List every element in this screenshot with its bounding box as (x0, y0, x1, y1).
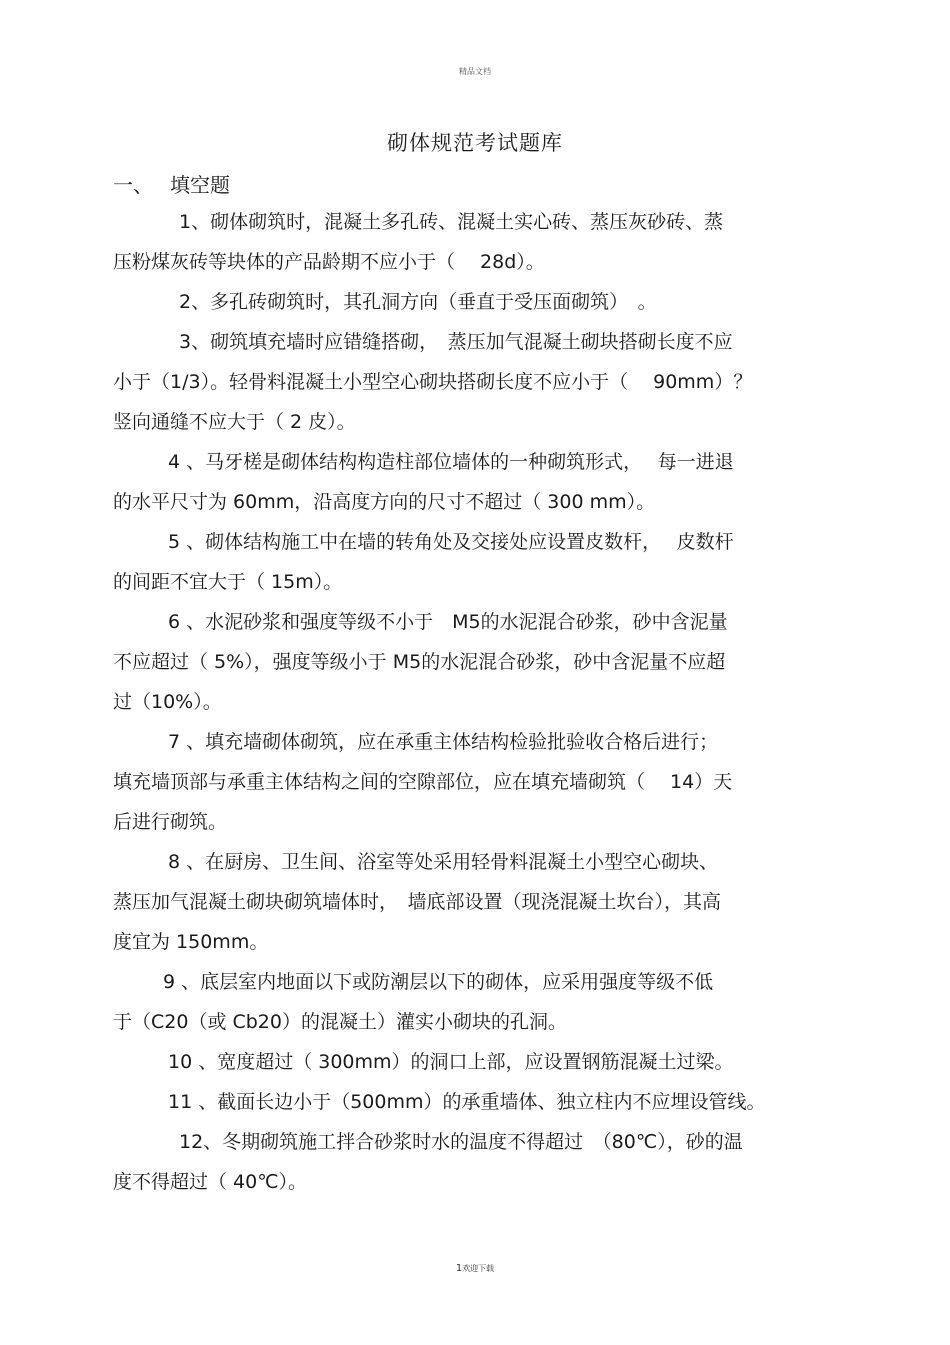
question-7-line-1: 7 、填充墙砌体砌筑，应在承重主体结构检验批验收合格后进行； (168, 731, 719, 753)
question-4-line-1: 4 、马牙槎是砌体结构构造柱部位墙体的一种砌筑形式， 每一进退 (168, 451, 734, 473)
question-3-line-2: 小于（1/3）。轻骨料混凝土小型空心砌块搭砌长度不应小于（ 90mm）？ (113, 371, 753, 393)
document-title: 砌体规范考试题库 (387, 131, 563, 155)
question-9-line-1: 9 、底层室内地面以下或防潮层以下的砌体，应采用强度等级不低 (163, 971, 714, 993)
page-number: 1 (455, 1263, 463, 1274)
question-7-line-2: 填充墙顶部与承重主体结构之间的空隙部位，应在填充墙砌筑（ 14）天 (113, 771, 733, 793)
question-8-line-2: 蒸压加气混凝土砌块砌筑墙体时， 墙底部设置（现浇混凝土坎台），其高 (113, 891, 722, 913)
question-3-line-1: 3、砌筑填充墙时应错缝搭砌， 蒸压加气混凝土砌块搭砌长度不应 (179, 331, 733, 353)
question-11-line-1: 11 、截面长边小于（500mm）的承重墙体、独立柱内不应埋设管线。 (168, 1091, 766, 1113)
section-heading (113, 169, 230, 198)
footer-text: 欢迎下载 (462, 1264, 495, 1273)
question-12-line-2: 度不得超过（ 40℃）。 (113, 1171, 308, 1193)
question-2-line-1: 2、多孔砖砌筑时，其孔洞方向（垂直于受压面砌筑） 。 (179, 291, 657, 313)
question-5-line-1: 5 、砌体结构施工中在墙的转角处及交接处应设置皮数杆， 皮数杆 (168, 531, 734, 553)
section-label: 填空题 (170, 173, 230, 197)
header-watermark: 精品文档 (459, 67, 491, 76)
question-1-line-1: 1、砌体砌筑时，混凝土多孔砖、混凝土实心砖、蒸压灰砂砖、蒸 (179, 211, 724, 233)
question-9-line-2: 于（C20（或 Cb20）的混凝土）灌实小砌块的孔洞。 (113, 1011, 567, 1033)
page-footer (0, 1263, 950, 1274)
question-7-line-3: 后进行砌筑。 (113, 811, 228, 833)
question-8-line-1: 8 、在厨房、卫生间、浴室等处采用轻骨料混凝土小型空心砌块、 (168, 851, 719, 873)
question-6-line-1: 6 、水泥砂浆和强度等级不小于 M5的水泥混合砂浆，砂中含泥量 (168, 611, 728, 633)
section-number: 一、 (113, 173, 153, 197)
question-8-line-3: 度宜为 150mm。 (113, 931, 269, 953)
question-5-line-2: 的间距不宜大于（ 15m）。 (113, 571, 343, 593)
question-12-line-1: 12、冬期砌筑施工拌合砂浆时水的温度不得超过 （80℃），砂的温 (179, 1131, 743, 1153)
question-1-line-2: 压粉煤灰砖等块体的产品龄期不应小于（ 28d）。 (113, 251, 545, 273)
question-6-line-3: 过（10%）。 (113, 691, 222, 713)
question-4-line-2: 的水平尺寸为 60mm，沿高度方向的尺寸不超过（ 300 mm）。 (113, 491, 656, 513)
question-3-line-3: 竖向通缝不应大于（ 2 皮）。 (113, 411, 356, 433)
question-10-line-1: 10 、宽度超过（ 300mm）的洞口上部，应设置钢筋混凝土过梁。 (168, 1051, 734, 1073)
question-6-line-2: 不应超过（ 5%），强度等级小于 M5的水泥混合砂浆，砂中含泥量不应超 (113, 651, 726, 673)
